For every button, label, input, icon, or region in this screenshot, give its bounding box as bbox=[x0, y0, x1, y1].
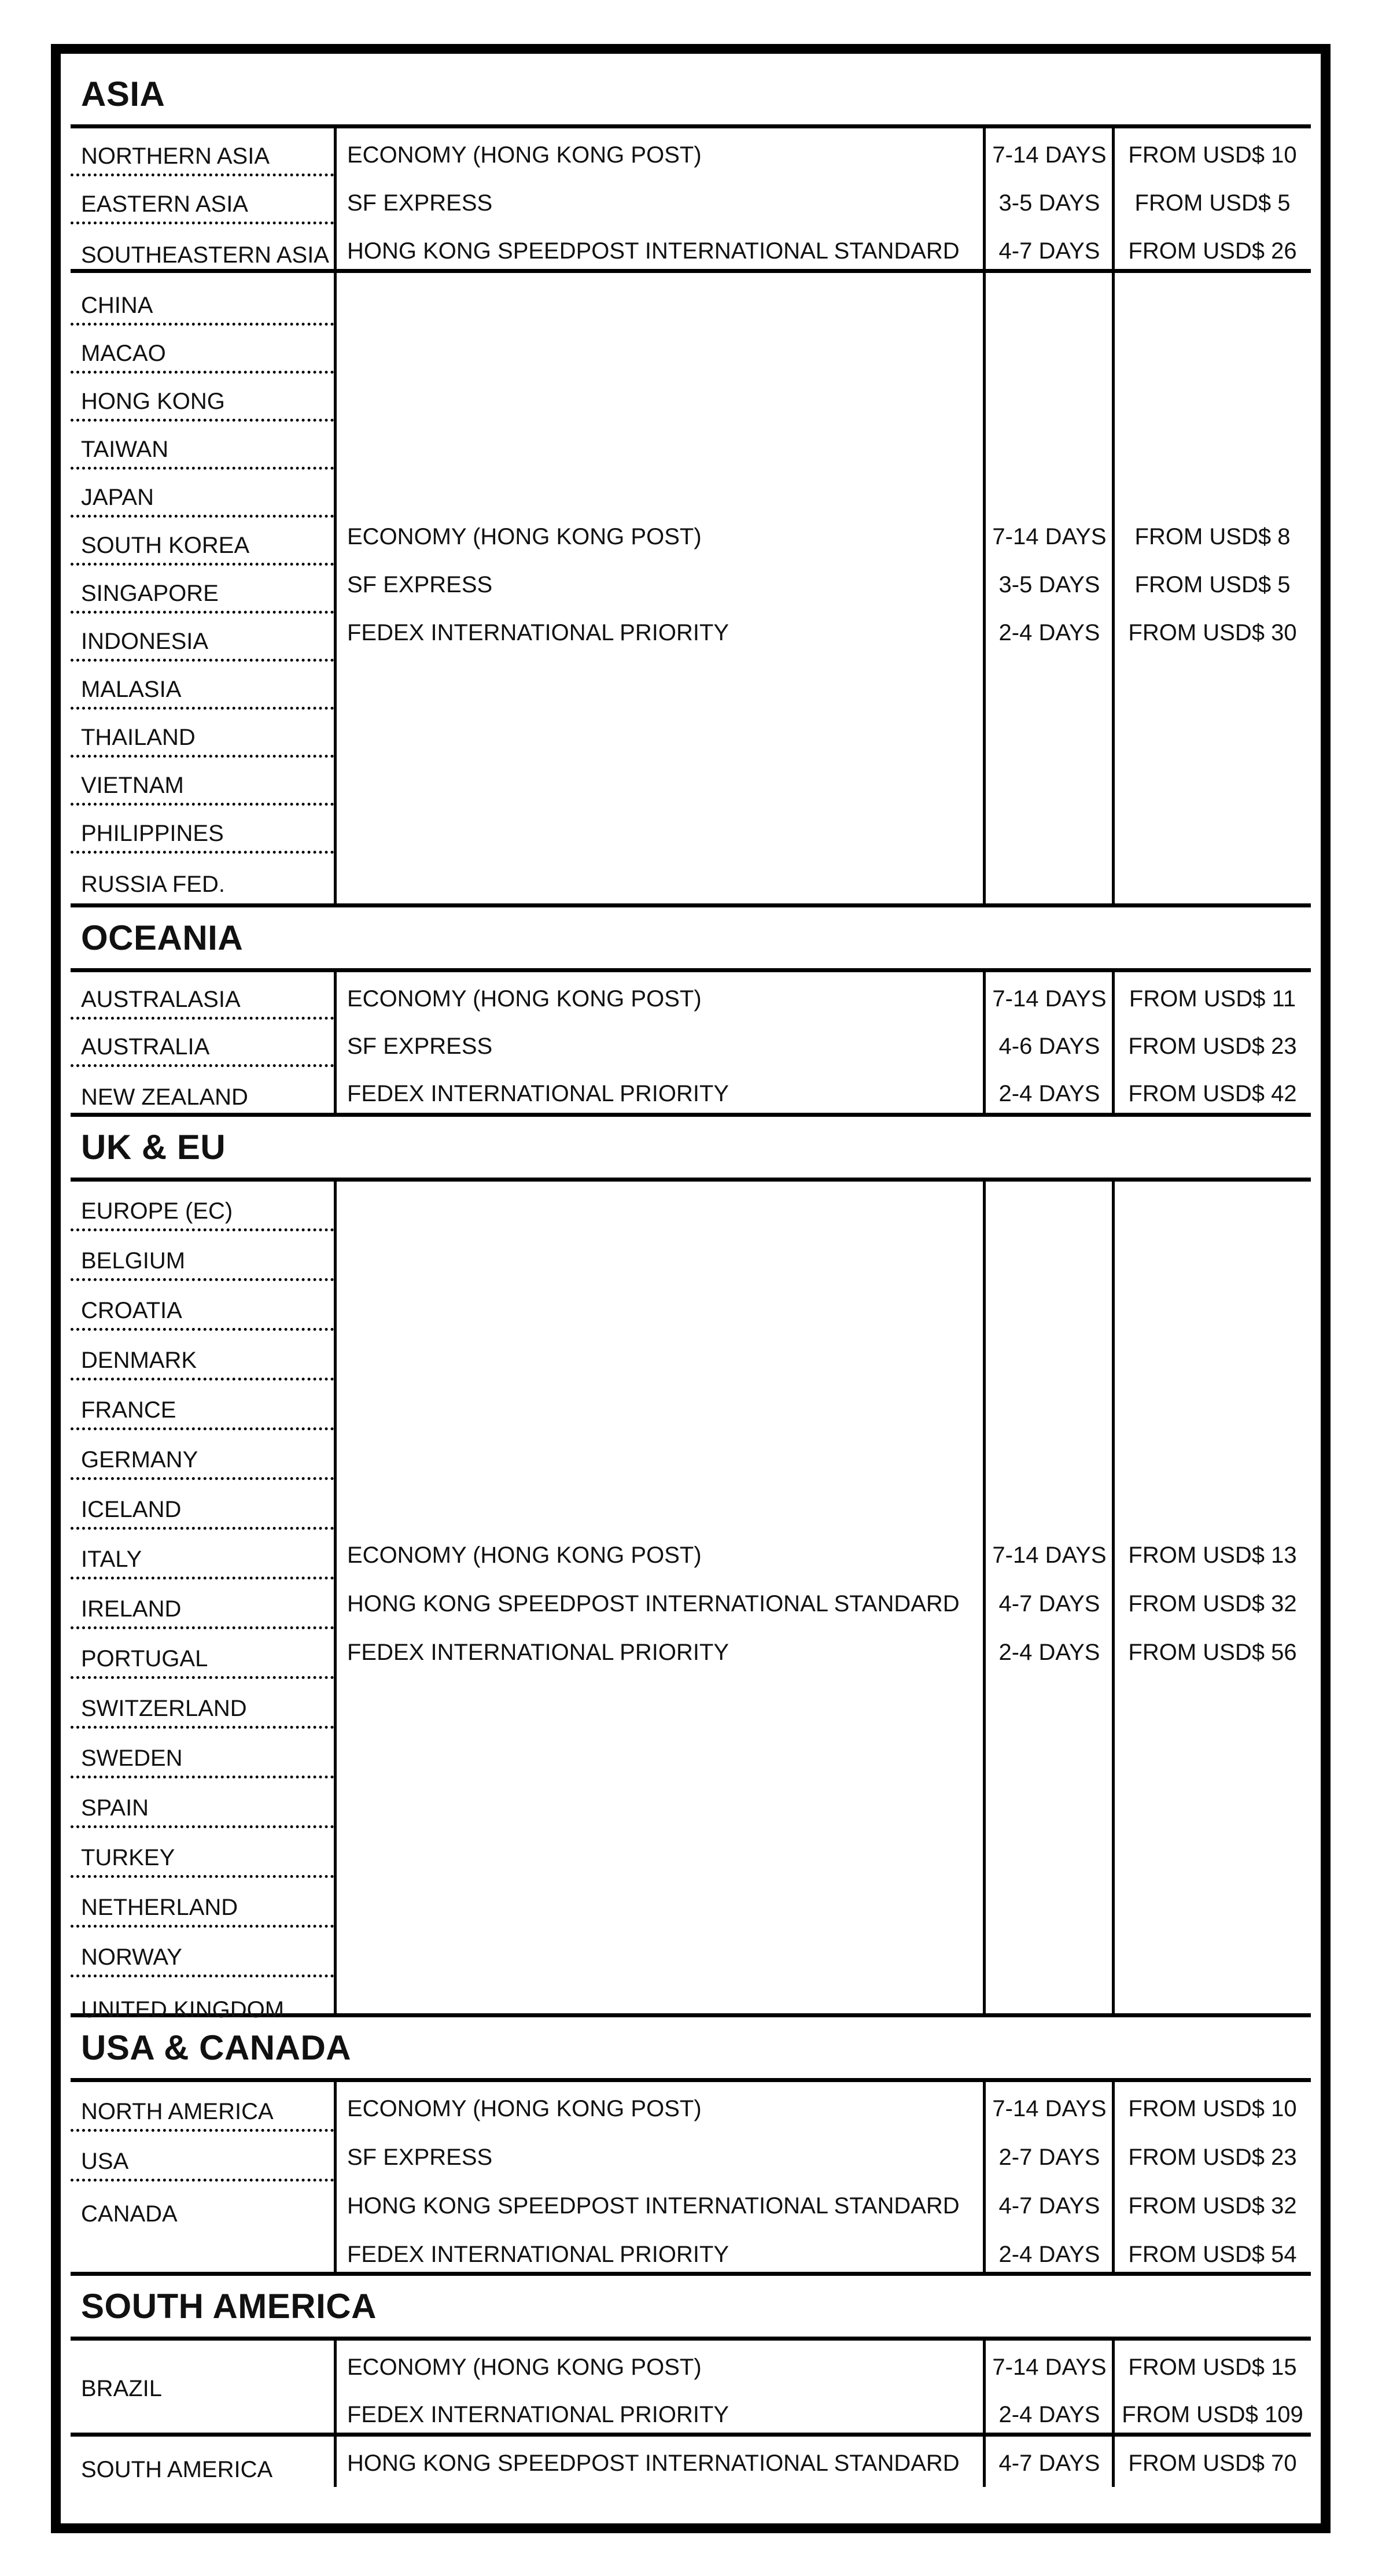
price-value: FROM USD$ 10 bbox=[1128, 142, 1297, 168]
country-row bbox=[71, 614, 334, 662]
country-row bbox=[71, 1231, 334, 1281]
country-label: HONG KONG bbox=[81, 389, 225, 414]
delivery-days: 2-4 DAYS bbox=[998, 1081, 1100, 1106]
country-row bbox=[71, 2341, 334, 2437]
country-label: EUROPE (EC) bbox=[81, 1198, 233, 1224]
region-header-south-america: SOUTH AMERICA bbox=[71, 2276, 1311, 2341]
country-row bbox=[71, 2437, 334, 2487]
column-divider bbox=[334, 2082, 337, 2272]
delivery-days: 7-14 DAYS bbox=[992, 524, 1107, 549]
country-row bbox=[71, 2182, 334, 2231]
service-name: HONG KONG SPEEDPOST INTERNATIONAL STANDARD bbox=[347, 2450, 960, 2476]
country-row bbox=[71, 278, 334, 326]
price-value: FROM USD$ 10 bbox=[1128, 2096, 1297, 2121]
country-label: SPAIN bbox=[81, 1795, 149, 1821]
price-value: FROM USD$ 70 bbox=[1128, 2450, 1297, 2476]
rate-group bbox=[71, 273, 1311, 907]
country-row bbox=[71, 470, 334, 518]
country-row bbox=[71, 1778, 334, 1828]
column-divider bbox=[334, 273, 337, 903]
price-value: FROM USD$ 15 bbox=[1128, 2354, 1297, 2380]
region-header-uk-eu: UK & EU bbox=[71, 1117, 1311, 1182]
price-value: FROM USD$ 23 bbox=[1128, 2145, 1297, 2170]
country-row bbox=[71, 1679, 334, 1729]
country-label: UNITED KINGDOM bbox=[81, 1997, 285, 2023]
country-row bbox=[71, 1331, 334, 1381]
delivery-days: 4-6 DAYS bbox=[998, 1034, 1100, 1059]
country-row bbox=[71, 374, 334, 422]
country-row bbox=[71, 1928, 334, 1977]
country-label: FRANCE bbox=[81, 1397, 176, 1423]
country-row bbox=[71, 128, 334, 176]
country-label: MALASIA bbox=[81, 677, 182, 702]
country-row bbox=[71, 176, 334, 224]
country-label: THAILAND bbox=[81, 725, 196, 750]
country-row bbox=[71, 1281, 334, 1331]
service-name: ECONOMY (HONG KONG POST) bbox=[347, 142, 702, 168]
delivery-days: 4-7 DAYS bbox=[998, 238, 1100, 264]
country-row bbox=[71, 326, 334, 374]
country-label: JAPAN bbox=[81, 485, 154, 510]
country-row bbox=[71, 518, 334, 566]
country-label: BELGIUM bbox=[81, 1248, 186, 1274]
service-name: ECONOMY (HONG KONG POST) bbox=[347, 986, 702, 1012]
country-label: GERMANY bbox=[81, 1447, 198, 1472]
country-label: PHILIPPINES bbox=[81, 821, 224, 846]
service-name: FEDEX INTERNATIONAL PRIORITY bbox=[347, 2402, 729, 2427]
service-name: ECONOMY (HONG KONG POST) bbox=[347, 2354, 702, 2380]
country-row bbox=[71, 1878, 334, 1928]
rate-group bbox=[71, 128, 1311, 273]
price-value: FROM USD$ 13 bbox=[1128, 1542, 1297, 1568]
column-divider bbox=[334, 2437, 337, 2487]
price-value: FROM USD$ 54 bbox=[1128, 2242, 1297, 2267]
country-row bbox=[71, 1977, 334, 2027]
country-label: SWITZERLAND bbox=[81, 1696, 247, 1721]
delivery-days: 2-7 DAYS bbox=[998, 2145, 1100, 2170]
service-name: HONG KONG SPEEDPOST INTERNATIONAL STANDARD bbox=[347, 238, 960, 264]
price-value: FROM USD$ 32 bbox=[1128, 1591, 1297, 1617]
country-row bbox=[71, 1430, 334, 1480]
country-row bbox=[71, 1381, 334, 1430]
country-label: NEW ZEALAND bbox=[81, 1084, 248, 1110]
rate-group bbox=[71, 2082, 1311, 2276]
service-name: ECONOMY (HONG KONG POST) bbox=[347, 2096, 702, 2121]
country-row bbox=[71, 1480, 334, 1530]
country-label: NORTHERN ASIA bbox=[81, 143, 270, 169]
service-name: FEDEX INTERNATIONAL PRIORITY bbox=[347, 1640, 729, 1665]
country-label: EASTERN ASIA bbox=[81, 191, 248, 217]
country-row bbox=[71, 1182, 334, 1231]
service-name: SF EXPRESS bbox=[347, 572, 493, 597]
price-value: FROM USD$ 42 bbox=[1128, 1081, 1297, 1106]
service-name: SF EXPRESS bbox=[347, 1034, 493, 1059]
country-label: BRAZIL bbox=[81, 2376, 163, 2401]
delivery-days: 7-14 DAYS bbox=[992, 2354, 1107, 2380]
delivery-days: 2-4 DAYS bbox=[998, 2402, 1100, 2427]
delivery-days: 7-14 DAYS bbox=[992, 986, 1107, 1012]
country-label: USA bbox=[81, 2149, 129, 2174]
delivery-days: 7-14 DAYS bbox=[992, 2096, 1107, 2121]
country-row bbox=[71, 566, 334, 614]
country-label: SOUTH AMERICA bbox=[81, 2457, 273, 2482]
column-divider bbox=[334, 2341, 337, 2433]
delivery-days: 4-7 DAYS bbox=[998, 1591, 1100, 1617]
column-divider bbox=[334, 128, 337, 269]
shipping-rates-table bbox=[51, 44, 1331, 2533]
country-row bbox=[71, 806, 334, 854]
country-row bbox=[71, 710, 334, 758]
region-header-oceania: OCEANIA bbox=[71, 907, 1311, 972]
service-name: FEDEX INTERNATIONAL PRIORITY bbox=[347, 2242, 729, 2267]
delivery-days: 7-14 DAYS bbox=[992, 1542, 1107, 1568]
country-row bbox=[71, 1629, 334, 1679]
country-label: CANADA bbox=[81, 2201, 178, 2227]
country-label: TURKEY bbox=[81, 1845, 175, 1870]
country-label: SINGAPORE bbox=[81, 581, 219, 606]
country-row bbox=[71, 1729, 334, 1778]
country-label: SWEDEN bbox=[81, 1745, 183, 1771]
rate-group bbox=[71, 972, 1311, 1117]
country-row bbox=[71, 1067, 334, 1114]
shipping-rates-content bbox=[71, 64, 1311, 2487]
country-label: IRELAND bbox=[81, 1596, 182, 1622]
delivery-days: 2-4 DAYS bbox=[998, 620, 1100, 645]
service-name: ECONOMY (HONG KONG POST) bbox=[347, 524, 702, 549]
country-label: AUSTRALIA bbox=[81, 1034, 210, 1060]
price-value: FROM USD$ 109 bbox=[1122, 2402, 1303, 2427]
region-header-asia: ASIA bbox=[71, 64, 1311, 128]
rate-group bbox=[71, 2437, 1311, 2487]
delivery-days: 2-4 DAYS bbox=[998, 1640, 1100, 1665]
country-label: CROATIA bbox=[81, 1298, 182, 1323]
country-row bbox=[71, 224, 334, 272]
column-divider bbox=[334, 972, 337, 1113]
service-name: ECONOMY (HONG KONG POST) bbox=[347, 1542, 702, 1568]
rate-group bbox=[71, 1182, 1311, 2023]
column-divider bbox=[334, 1182, 337, 2013]
country-row bbox=[71, 1828, 334, 1878]
region-header-usa-canada: USA & CANADA bbox=[71, 2017, 1311, 2082]
country-label: NORTH AMERICA bbox=[81, 2099, 274, 2124]
service-name: SF EXPRESS bbox=[347, 190, 493, 216]
country-label: TAIWAN bbox=[81, 437, 169, 462]
country-label: NETHERLAND bbox=[81, 1895, 238, 1920]
service-name: SF EXPRESS bbox=[347, 2145, 493, 2170]
country-label: VIETNAM bbox=[81, 773, 184, 798]
country-row bbox=[71, 2082, 334, 2132]
country-label: RUSSIA FED. bbox=[81, 872, 225, 897]
price-value: FROM USD$ 23 bbox=[1128, 1034, 1297, 1059]
delivery-days: 7-14 DAYS bbox=[992, 142, 1107, 168]
country-row bbox=[71, 972, 334, 1020]
country-label: SOUTHEASTERN ASIA bbox=[81, 242, 329, 268]
delivery-days: 2-4 DAYS bbox=[998, 2242, 1100, 2267]
country-label: PORTUGAL bbox=[81, 1646, 208, 1671]
country-label: DENMARK bbox=[81, 1348, 197, 1373]
service-name: HONG KONG SPEEDPOST INTERNATIONAL STANDARD bbox=[347, 2193, 960, 2219]
country-label: INDONESIA bbox=[81, 629, 209, 654]
delivery-days: 3-5 DAYS bbox=[998, 572, 1100, 597]
country-row bbox=[71, 854, 334, 902]
country-label: CHINA bbox=[81, 293, 153, 318]
price-value: FROM USD$ 5 bbox=[1134, 190, 1291, 216]
price-value: FROM USD$ 11 bbox=[1129, 986, 1296, 1012]
price-value: FROM USD$ 5 bbox=[1134, 572, 1291, 597]
country-row bbox=[71, 662, 334, 710]
country-row bbox=[71, 1020, 334, 1067]
country-label: ITALY bbox=[81, 1547, 142, 1572]
price-value: FROM USD$ 26 bbox=[1128, 238, 1297, 264]
rate-group bbox=[71, 2341, 1311, 2437]
price-value: FROM USD$ 8 bbox=[1134, 524, 1291, 549]
delivery-days: 4-7 DAYS bbox=[998, 2450, 1100, 2476]
price-value: FROM USD$ 30 bbox=[1128, 620, 1297, 645]
country-label: NORWAY bbox=[81, 1944, 182, 1970]
price-value: FROM USD$ 32 bbox=[1128, 2193, 1297, 2219]
country-row bbox=[71, 2132, 334, 2182]
delivery-days: 3-5 DAYS bbox=[998, 190, 1100, 216]
delivery-days: 4-7 DAYS bbox=[998, 2193, 1100, 2219]
price-value: FROM USD$ 56 bbox=[1128, 1640, 1297, 1665]
country-row bbox=[71, 1579, 334, 1629]
country-row bbox=[71, 1530, 334, 1579]
service-name: FEDEX INTERNATIONAL PRIORITY bbox=[347, 620, 729, 645]
country-label: AUSTRALASIA bbox=[81, 987, 241, 1012]
service-name: HONG KONG SPEEDPOST INTERNATIONAL STANDARD bbox=[347, 1591, 960, 1617]
country-label: ICELAND bbox=[81, 1497, 182, 1522]
country-label: SOUTH KOREA bbox=[81, 533, 250, 558]
country-label: MACAO bbox=[81, 341, 166, 366]
service-name: FEDEX INTERNATIONAL PRIORITY bbox=[347, 1081, 729, 1106]
country-row bbox=[71, 422, 334, 470]
country-row bbox=[71, 758, 334, 806]
